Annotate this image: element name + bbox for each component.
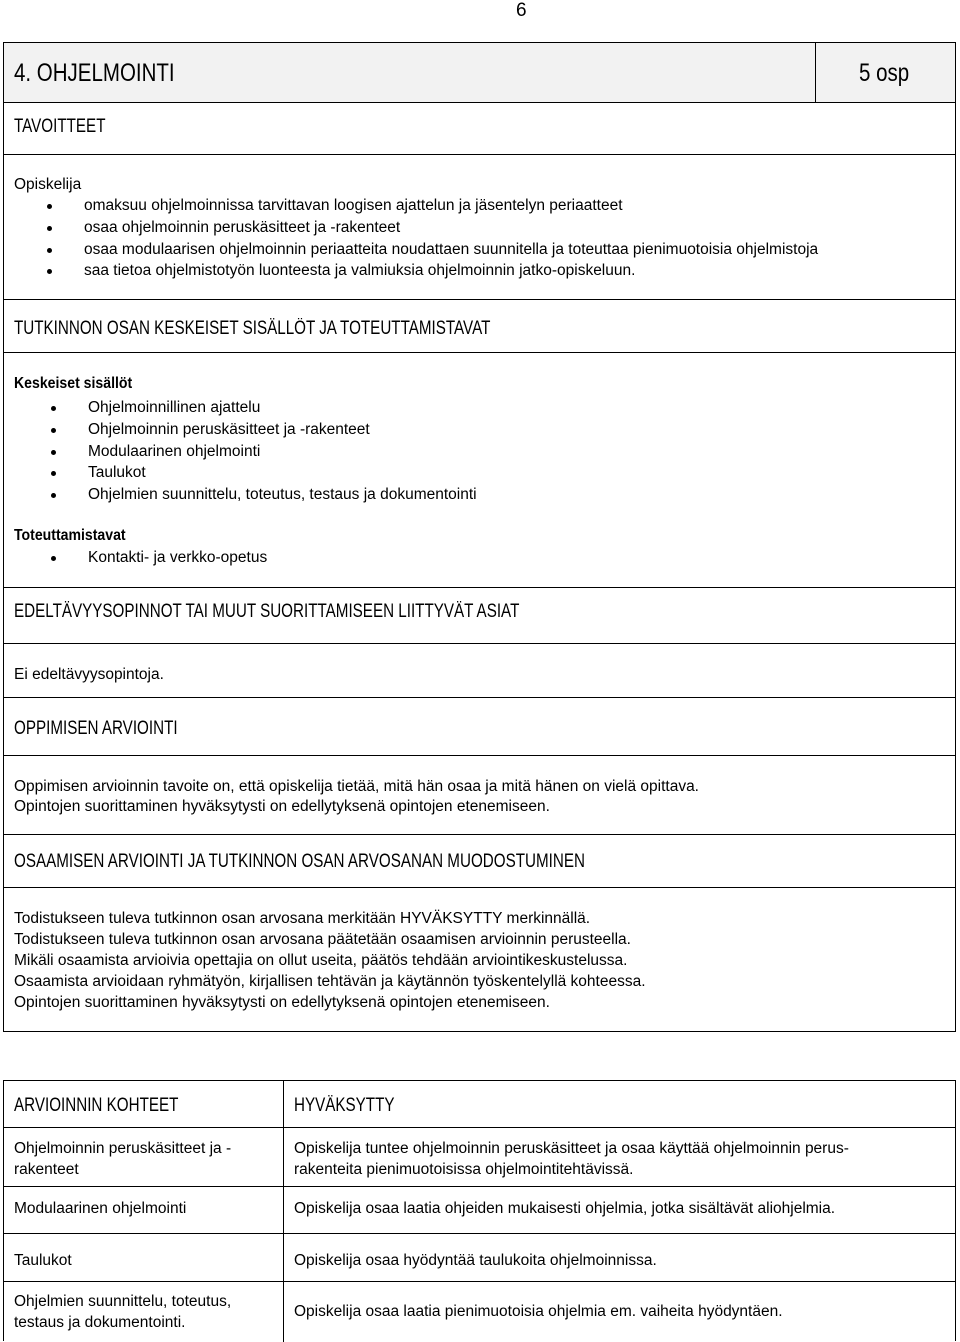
divider bbox=[4, 697, 955, 698]
objectives-heading: TAVOITTEET bbox=[14, 116, 106, 137]
table-row-target: Ohjelmien suunnittelu, toteutus, testaus ja dokumentointi. bbox=[14, 1293, 232, 1331]
module-credits: 5 osp bbox=[859, 59, 910, 87]
objectives-list bbox=[84, 195, 818, 282]
content-heading: TUTKINNON OSAN KESKEISET SISÄLLÖT JA TOTEUTTAMISTAVAT bbox=[14, 318, 491, 339]
competence-assessment-line: Todistukseen tuleva tutkinnon osan arvosana päätetään osaamisen arvioinnin perusteella. bbox=[14, 931, 631, 948]
column-divider bbox=[283, 1081, 284, 1342]
bullet-icon bbox=[47, 248, 52, 253]
module-title: 4. OHJELMOINTI bbox=[14, 59, 175, 87]
list-item: osaa modulaarisen ohjelmoinnin periaatteita noudattaen suunnitella ja toteuttaa pienimuotoisia ohjelmistoja bbox=[84, 239, 818, 261]
list-item: saa tietoa ohjelmistotyön luonteesta ja valmiuksia ohjelmoinnin jatko-opiskeluun. bbox=[84, 260, 818, 282]
competence-assessment-heading: OSAAMISEN ARVIOINTI JA TUTKINNON OSAN ARVOSANAN MUODOSTUMINEN bbox=[14, 851, 585, 872]
table-row-target: Ohjelmoinnin peruskäsitteet ja - rakenteet bbox=[14, 1140, 232, 1178]
list-item: Ohjelmoinnillinen ajattelu bbox=[88, 397, 477, 419]
divider bbox=[4, 1281, 955, 1282]
list-item: Ohjelmien suunnittelu, toteutus, testaus ja dokumentointi bbox=[88, 484, 477, 506]
page-number: 6 bbox=[516, 0, 527, 21]
list-item: Kontakti- ja verkko-opetus bbox=[88, 547, 267, 569]
bullet-icon bbox=[47, 269, 52, 274]
bullet-icon bbox=[51, 428, 56, 433]
competence-assessment-line: Todistukseen tuleva tutkinnon osan arvosana merkitään HYVÄKSYTTY merkinnällä. bbox=[14, 910, 591, 927]
bullet-icon bbox=[51, 471, 56, 476]
bullet-icon bbox=[51, 493, 56, 498]
divider bbox=[4, 102, 955, 103]
list-item: Taulukot bbox=[88, 462, 477, 484]
prerequisites-heading: EDELTÄVYYSOPINNOT TAI MUUT SUORITTAMISEEN LIITTYVÄT ASIAT bbox=[14, 601, 520, 622]
bullet-icon bbox=[47, 226, 52, 231]
list-item: Modulaarinen ohjelmointi bbox=[88, 441, 477, 463]
divider bbox=[4, 154, 955, 155]
divider bbox=[4, 643, 955, 644]
title-divider bbox=[815, 43, 816, 103]
divider bbox=[4, 352, 955, 353]
list-item: osaa ohjelmoinnin peruskäsitteet ja -rakenteet bbox=[84, 217, 818, 239]
table-row-target: Modulaarinen ohjelmointi bbox=[14, 1200, 187, 1217]
methods-list bbox=[88, 547, 267, 569]
table-row-target: Taulukot bbox=[14, 1252, 72, 1269]
learning-assessment-line: Opintojen suorittaminen hyväksytysti on edellytyksenä opintojen etenemiseen. bbox=[14, 798, 550, 815]
column-header-passed: HYVÄKSYTTY bbox=[294, 1095, 395, 1116]
competence-assessment-line: Osaamista arvioidaan ryhmätyön, kirjallisen tehtävän ja käytännön työskentelyllä kohteessa. bbox=[14, 973, 646, 990]
key-content-heading: Keskeiset sisällöt bbox=[14, 375, 133, 392]
divider bbox=[4, 1127, 955, 1128]
criteria-table bbox=[3, 1080, 956, 1341]
divider bbox=[4, 1233, 955, 1234]
key-content-list bbox=[88, 397, 477, 506]
table-row-criteria: Opiskelija osaa laatia pienimuotoisia ohjelmia em. vaiheita hyödyntäen. bbox=[294, 1303, 783, 1320]
table-row-criteria: Opiskelija osaa hyödyntää taulukoita ohjelmoinnissa. bbox=[294, 1252, 657, 1269]
competence-assessment-line: Mikäli osaamista arvioivia opettajia on ollut useita, päätös tehdään arviointikeskustelussa. bbox=[14, 952, 628, 969]
bullet-icon bbox=[51, 556, 56, 561]
divider bbox=[4, 587, 955, 588]
table-row-criteria: Opiskelija tuntee ohjelmoinnin peruskäsitteet ja osaa käyttää ohjelmoinnin perus- rakenteita pienimuotoisissa ohjelmointitehtävissä. bbox=[294, 1140, 849, 1178]
divider bbox=[4, 1186, 955, 1187]
learning-assessment-line: Oppimisen arvioinnin tavoite on, että opiskelija tietää, mitä hän osaa ja mitä hänen on vielä opittava. bbox=[14, 778, 699, 795]
divider bbox=[4, 299, 955, 300]
divider bbox=[4, 834, 955, 835]
divider bbox=[4, 887, 955, 888]
module-frame bbox=[3, 42, 956, 1032]
prerequisites-text: Ei edeltävyysopintoja. bbox=[14, 666, 164, 683]
list-item: Ohjelmoinnin peruskäsitteet ja -rakenteet bbox=[88, 419, 477, 441]
methods-heading: Toteuttamistavat bbox=[14, 527, 126, 544]
column-header-targets: ARVIOINNIN KOHTEET bbox=[14, 1095, 179, 1116]
competence-assessment-line: Opintojen suorittaminen hyväksytysti on edellytyksenä opintojen etenemiseen. bbox=[14, 994, 550, 1011]
bullet-icon bbox=[51, 406, 56, 411]
bullet-icon bbox=[51, 450, 56, 455]
list-item: omaksuu ohjelmoinnissa tarvittavan loogisen ajattelun ja jäsentelyn periaatteet bbox=[84, 195, 818, 217]
bullet-icon bbox=[47, 204, 52, 209]
learning-assessment-heading: OPPIMISEN ARVIOINTI bbox=[14, 718, 178, 739]
divider bbox=[4, 755, 955, 756]
table-row-criteria: Opiskelija osaa laatia ohjeiden mukaisesti ohjelmia, jotka sisältävät aliohjelmia. bbox=[294, 1200, 836, 1217]
objectives-intro: Opiskelija bbox=[14, 176, 82, 193]
